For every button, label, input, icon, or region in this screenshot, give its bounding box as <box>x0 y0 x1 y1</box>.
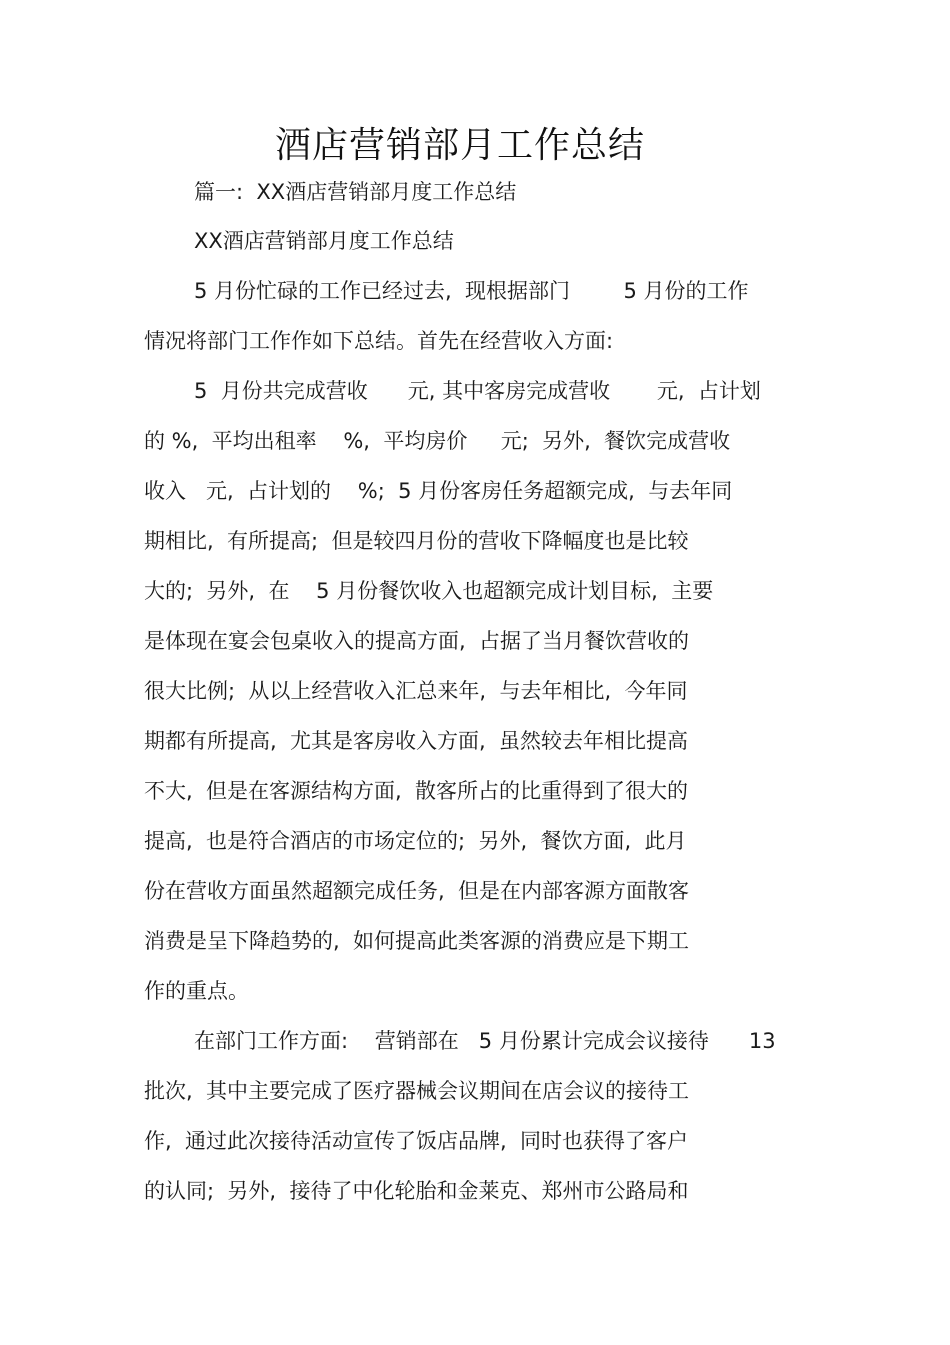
paragraph-line: 批次, 其中主要完成了医疗器械会议期间在店会议的接待工 <box>144 1079 690 1103</box>
paragraph-line: 期都有所提高, 尤其是客房收入方面, 虽然较去年相比提高 <box>144 729 689 753</box>
paragraph-line: 5 月份忙碌的工作已经过去, 现根据部门 5 月份的工作 <box>194 279 749 303</box>
paragraph-line: 的 %, 平均出租率 %, 平均房价 元; 另外, 餐饮完成营收 <box>144 429 731 453</box>
paragraph-line: 是体现在宴会包桌收入的提高方面, 占据了当月餐饮营收的 <box>144 629 690 653</box>
paragraph-line: 5 月份共完成营收 元, 其中客房完成营收 元, 占计划 <box>194 379 761 403</box>
paragraph-line: 消费是呈下降趋势的, 如何提高此类客源的消费应是下期工 <box>144 929 690 953</box>
paragraph-line: 收入 元, 占计划的 %; 5 月份客房任务超额完成, 与去年同 <box>144 479 733 503</box>
subsection-heading: XX酒店营销部月度工作总结 <box>194 229 454 253</box>
paragraph-line: 份在营收方面虽然超额完成任务, 但是在内部客源方面散客 <box>144 879 690 903</box>
paragraph-line: 不大, 但是在客源结构方面, 散客所占的比重得到了很大的 <box>144 779 689 803</box>
paragraph-line: 大的; 另外, 在 5 月份餐饮收入也超额完成计划目标, 主要 <box>144 579 714 603</box>
section-heading: 篇一: XX酒店营销部月度工作总结 <box>194 180 517 204</box>
paragraph-line: 提高, 也是符合酒店的市场定位的; 另外, 餐饮方面, 此月 <box>144 829 687 853</box>
paragraph-line: 作的重点。 <box>144 979 249 1003</box>
document-title: 酒店营销部月工作总结 <box>274 125 645 166</box>
paragraph-line: 期相比, 有所提高; 但是较四月份的营收下降幅度也是比较 <box>144 529 689 553</box>
paragraph-line: 很大比例; 从以上经营收入汇总来年, 与去年相比, 今年同 <box>144 679 688 703</box>
paragraph-line: 的认同; 另外, 接待了中化轮胎和金莱克、郑州市公路局和 <box>144 1179 689 1203</box>
paragraph-line: 作, 通过此次接待活动宣传了饭店品牌, 同时也获得了客户 <box>144 1129 689 1153</box>
paragraph-line: 在部门工作方面: 营销部在 5 月份累计完成会议接待 13 <box>194 1029 776 1053</box>
paragraph-line: 情况将部门工作作如下总结。首先在经营收入方面: <box>144 329 614 353</box>
